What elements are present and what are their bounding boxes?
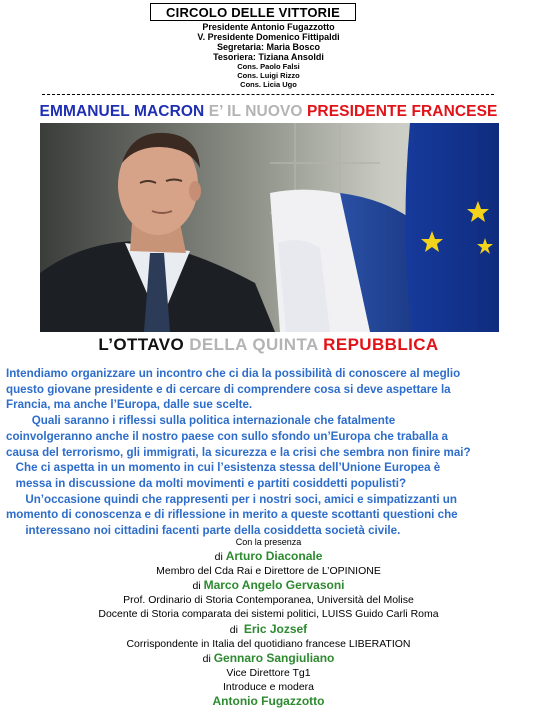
speaker-4-line [0, 651, 537, 666]
role-prefix: Docente di [98, 608, 152, 621]
headline-middle: E’ IL NUOVO [204, 103, 307, 120]
di-label: di [202, 652, 214, 665]
speaker-3-role: Corrispondente in Italia del quotidiano francese LIBERATION [126, 637, 411, 650]
moderator-label: Introduce e modera [222, 680, 315, 693]
councillor-3: Cons. Licia Ugo [240, 80, 297, 89]
body-line: questo giovane presidente e di cercare di comprendere cosa si deve aspettare la [6, 382, 451, 396]
speaker-2-name: Marco Angelo Gervasoni [203, 578, 345, 593]
subtitle-part1: L’OTTAVO [98, 335, 185, 354]
councillor-2: Cons. Luigi Rizzo [237, 71, 300, 80]
speaker-2-role: Prof. Ordinario di Storia Contemporanea, Università del Molise [123, 594, 414, 607]
body-line: interessano noi cittadini facenti parte della cosiddetta società civile. [6, 524, 401, 538]
speaker-3-line [0, 622, 537, 637]
speaker-4-name: Gennaro Sangiuliano [213, 650, 335, 665]
dashed-divider [42, 94, 494, 95]
invitation-body [6, 366, 532, 539]
di-label: di [229, 623, 244, 636]
officer-treasurer: Tesoriera: Tiziana Ansoldi [213, 52, 324, 62]
body-line: coinvolgeranno anche il nostro paese con sullo sfondo un’Europa che traballa a [6, 429, 448, 443]
presence-intro: Con la presenza [235, 537, 302, 547]
speaker-1-role: Membro del Cda Rai e Direttore de L’OPINIONE [156, 565, 381, 578]
macron-photo [40, 123, 499, 332]
body-line: momento di conoscenza e di riflessione in merito a queste scottanti questioni che [6, 508, 458, 522]
body-line: Un’occasione quindi che rappresenti per i nostri soci, amici e simpatizzanti un [6, 492, 457, 506]
body-line: Francia, ma anche l’Europa, dalle sue scelte. [6, 398, 253, 412]
speaker-3-name: Eric Jozsef [243, 621, 308, 636]
officer-vice-president: V. Presidente Domenico Fittipaldi [197, 32, 340, 42]
moderator-name: Antonio Fugazzotto [212, 694, 325, 708]
body-line: causa del terrorismo, gli immigrati, la sicurezza e la crisi che sembra non finire mai? [6, 445, 471, 459]
body-line: Che ci aspetta in un momento in cui l’esistenza stessa dell’Unione Europea è [6, 461, 441, 475]
body-line: messa in discussione da molti movimenti e partiti cosiddetti populisti? [6, 476, 407, 490]
subtitle [0, 335, 537, 355]
subtitle-part3: REPUBBLICA [323, 335, 439, 354]
role-rest: Storia comparata dei sistemi politici, LUISS Guido Carli Roma [151, 608, 439, 621]
officers-list [0, 22, 537, 89]
speaker-1-name: Arturo Diaconale [225, 549, 323, 564]
speaker-2-role-2 [0, 607, 537, 621]
speaker-2-line [0, 578, 537, 593]
councillor-1: Cons. Paolo Falsi [237, 62, 300, 71]
headline-title: PRESIDENTE FRANCESE [306, 103, 498, 120]
club-title: CIRCOLO DELLE VITTORIE [150, 3, 356, 21]
subtitle-part2: DELLA QUINTA [184, 335, 324, 354]
di-label: di [214, 551, 226, 564]
officer-president: Presidente Antonio Fugazzotto [202, 22, 335, 32]
body-line: Intendiamo organizzare un incontro che ci dia la possibilità di conoscere al meglio [6, 367, 461, 380]
headline-name: EMMANUEL MACRON [39, 103, 205, 120]
headline [0, 103, 537, 121]
speakers-section [0, 535, 537, 708]
officer-secretary: Segretaria: Maria Bosco [216, 42, 321, 52]
speaker-1-line [0, 549, 537, 564]
body-line: Quali saranno i riflessi sulla politica internazionale che fatalmente [6, 414, 396, 428]
speaker-4-role: Vice Direttore Tg1 [226, 666, 311, 679]
di-label: di [192, 580, 204, 593]
